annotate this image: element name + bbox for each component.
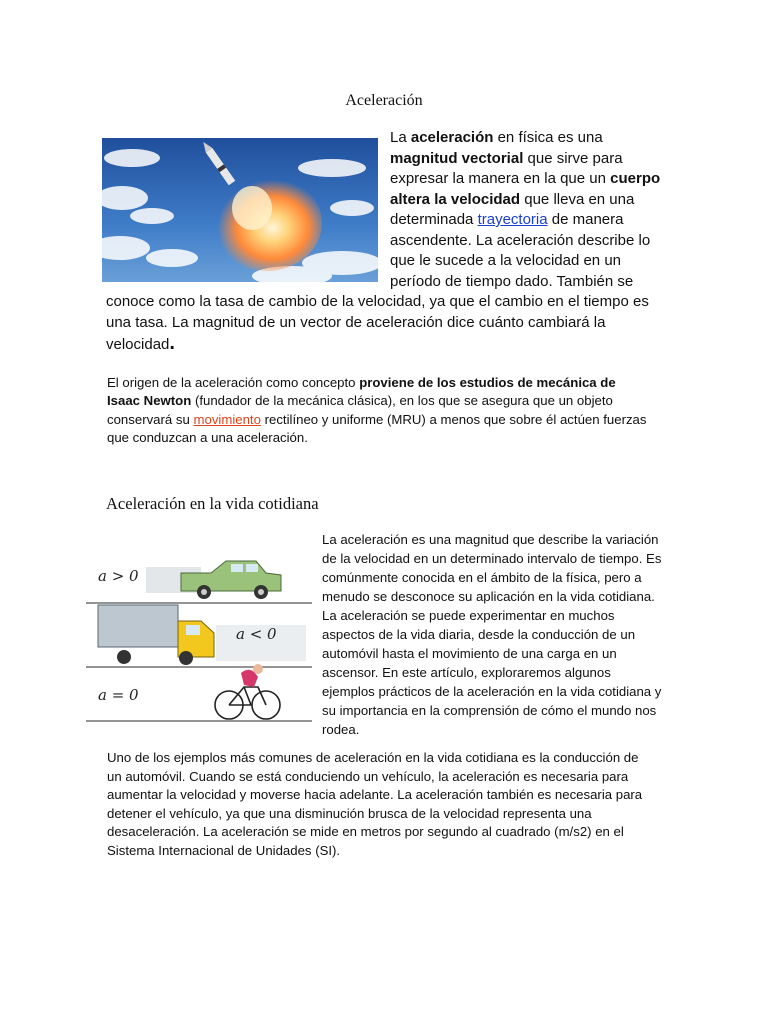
- bold-text: magnitud vectorial: [390, 149, 524, 167]
- bold-text: cuerpo altera la velocidad: [390, 170, 661, 208]
- acceleration-illustration: [86, 545, 312, 723]
- page-title: Aceleración: [345, 92, 423, 109]
- text: El origen de la aceleración como concepto: [107, 375, 360, 390]
- everyday-paragraph: La aceleración es una magnitud que describe la variación de la velocidad en un determinado intervalo de tiempo. Es comúnmente conocida en el ámbito de la física, pero a menudo se desconoce su aplicación en la vida cotidiana. La aceleración se puede experimentar en muchos aspectos de la vida diaria, desde la conducción de un automóvil hasta el movimiento de una carga en un ascensor. En este artículo, exploraremos algunos ejemplos prácticos de la aceleración en la vida cotidiana y su importancia en la comprensión de cómo el mundo nos rodea.: [322, 532, 662, 737]
- text: en física es una: [493, 129, 603, 146]
- driving-paragraph: Uno de los ejemplos más comunes de aceleración en la vida cotidiana es la conducción de un automóvil. Cuando se está conduciendo un vehículo, la aceleración es necesaria para aumentar la velocidad y moverse hacia adelante. La aceleración también es necesaria para detener el vehículo, ya que una disminución brusca de la velocidad representa una desaceleración. La aceleración se mide en metros por segundo al cuadrado (m/s2) en el Sistema Internacional de Unidades (SI).: [107, 750, 643, 858]
- movimiento-link[interactable]: movimiento: [193, 411, 261, 427]
- section-heading: Aceleración en la vida cotidiana: [106, 494, 319, 513]
- bold-text: aceleración: [410, 129, 494, 146]
- text: que lleva en una determinada: [390, 190, 635, 228]
- text: La: [390, 129, 411, 146]
- text: (fundador de la mecánica clásica), en los que se asegura que un objeto conservará su: [107, 393, 613, 427]
- text: de manera ascendente. La aceleración describe lo que le sucede a la velocidad en un período de tiempo dado. También se conoce como la tasa de cambio de la velocidad, ya que el cambio en el tiempo es una tasa. La magnitud de un vector de aceleración dice cuánto cambiará la velocidad: [106, 211, 651, 353]
- label-zero: a = 0: [98, 686, 139, 704]
- trayectoria-link[interactable]: trayectoria: [477, 211, 548, 228]
- origin-paragraph: [107, 374, 647, 448]
- image-spacer: [106, 128, 390, 292]
- text: que sirve para expresar la manera en la que un: [390, 149, 623, 187]
- bold-text: proviene de los estudios de mecánica de Isaac Newton: [107, 375, 616, 409]
- intro-paragraph: [106, 128, 666, 356]
- period: .: [169, 332, 175, 354]
- text: rectilíneo y uniforme (MRU) a menos que sobre él actúen fuerzas que conduzcan a una aceleración.: [107, 411, 647, 446]
- label-negative: a < 0: [236, 625, 277, 643]
- label-positive: a > 0: [98, 567, 139, 585]
